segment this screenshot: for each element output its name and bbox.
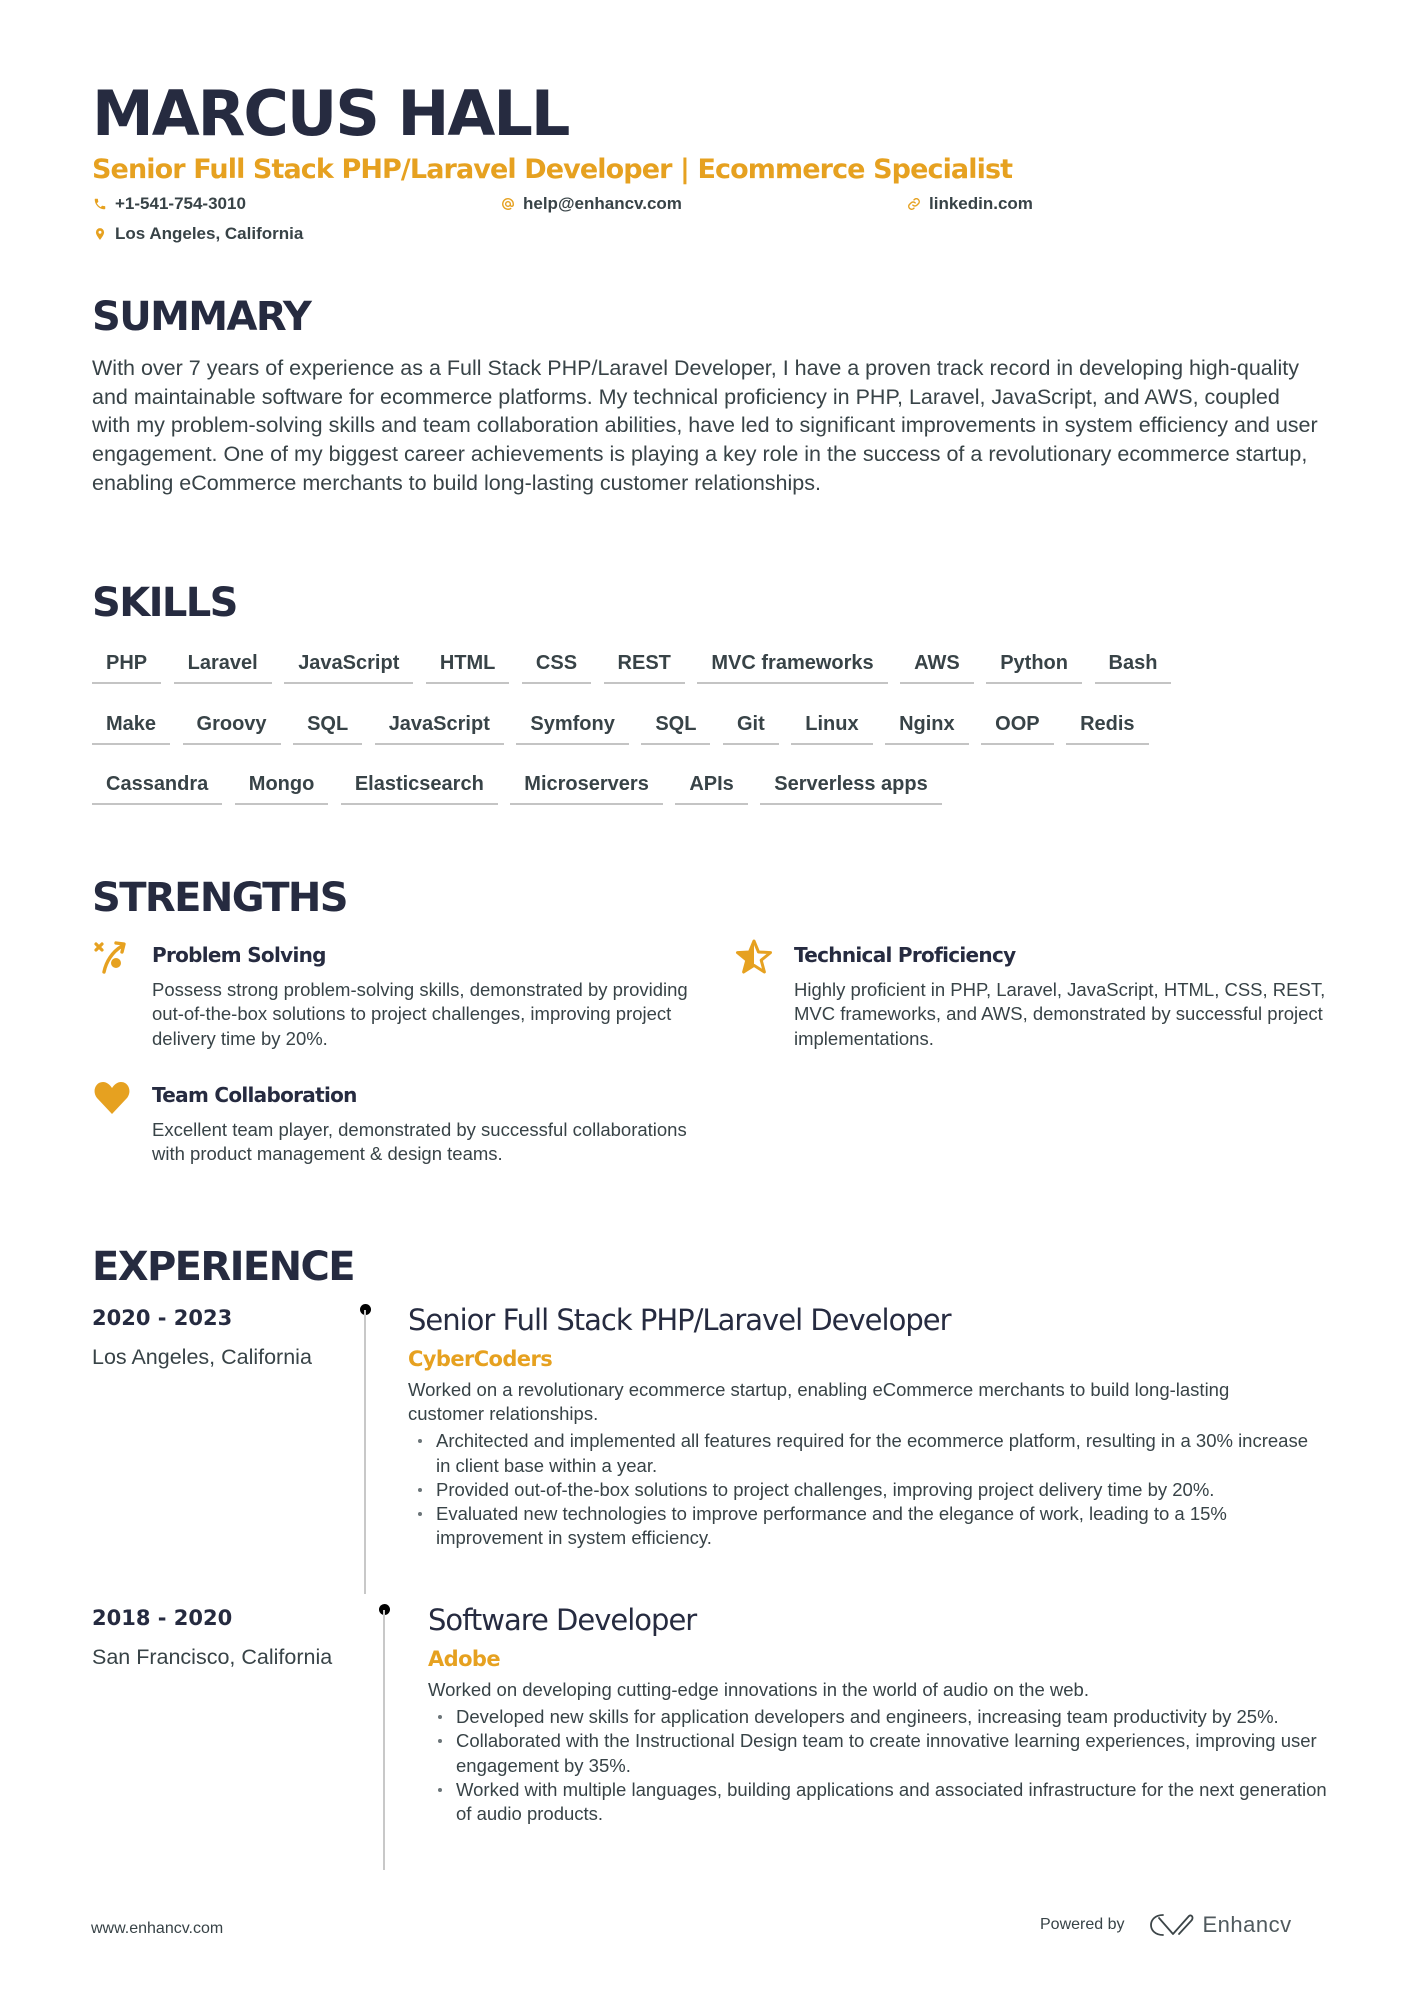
summary-text: With over 7 years of experience as a Full Stack PHP/Laravel Developer, I have a proven track record in developing high-quality and maintainable software for ecommerce platforms. My technical proficiency in PHP, Laravel, JavaScript, and AWS, coupled with my problem-solving skills and team collaboration abilities, have led to significant improvements in system efficiency and user engagement. One of my biggest career achievements is playing a key role in the success of a revolutionary ecommerce startup, enabling eCommerce merchants to build long-lasting customer relationships. <box>92 356 1318 495</box>
contact-phone[interactable] <box>92 194 246 214</box>
skill-tag: JavaScript <box>284 644 413 684</box>
strength-team-collaboration <box>92 1078 712 1188</box>
experience-body <box>428 1600 1328 1826</box>
linkedin-text: linkedin.com <box>929 194 1033 213</box>
skill-tag: APIs <box>675 765 747 805</box>
experience-location: San Francisco, California <box>92 1645 333 1669</box>
skill-tag: Cassandra <box>92 765 222 805</box>
skill-tag: Microservers <box>510 765 663 805</box>
strength-title: Technical Proficiency <box>794 943 1016 967</box>
strength-problem-solving <box>92 938 712 1048</box>
strength-description: Excellent team player, demonstrated by successful collaborations with product management & design teams. <box>152 1119 687 1165</box>
experience-description: Worked on developing cutting-edge innovations in the world of audio on the web. <box>428 1679 1089 1700</box>
skill-tag: MVC frameworks <box>697 644 887 684</box>
bullet-dot-icon <box>438 1739 442 1743</box>
experience-description: Worked on a revolutionary ecommerce startup, enabling eCommerce merchants to build long-lasting customer relationships. <box>408 1379 1230 1425</box>
powered-by-label: Powered by <box>1040 1916 1125 1933</box>
skill-tag: Redis <box>1066 705 1148 745</box>
strength-description: Highly proficient in PHP, Laravel, JavaScript, HTML, CSS, REST, MVC frameworks, and AWS, demonstrated by successful project implementations. <box>794 979 1326 1049</box>
phone-icon <box>92 196 108 212</box>
bullet-dot-icon <box>418 1488 422 1492</box>
skills-heading: SKILLS <box>92 580 237 626</box>
enhancv-logo-icon <box>1149 1912 1195 1938</box>
skill-tag: Groovy <box>183 705 281 745</box>
experience-company[interactable]: Adobe <box>428 1647 500 1671</box>
heart-icon <box>92 1078 132 1118</box>
skills-row-3 <box>92 765 1332 805</box>
experience-bullet: Architected and implemented all features required for the ecommerce platform, resulting in a 30% increase in client base within a year. <box>408 1429 1308 1477</box>
experience-bullet: Worked with multiple languages, building applications and associated infrastructure for the next generation of audio products. <box>428 1778 1328 1826</box>
experience-dates: 2020 - 2023 <box>92 1306 233 1330</box>
bullet-dot-icon <box>418 1512 422 1516</box>
skill-tag: HTML <box>426 644 510 684</box>
candidate-headline: Senior Full Stack PHP/Laravel Developer | Ecommerce Specialist <box>92 154 1013 185</box>
experience-body <box>408 1300 1308 1550</box>
skill-tag: JavaScript <box>375 705 504 745</box>
experience-location: Los Angeles, California <box>92 1345 312 1369</box>
at-icon <box>500 196 516 212</box>
skill-tag: Linux <box>791 705 872 745</box>
skill-tag: CSS <box>522 644 591 684</box>
experience-bullets <box>408 1429 1308 1550</box>
experience-bullet: Collaborated with the Instructional Design team to create innovative learning experiences, improving user engagement by 35%. <box>428 1729 1328 1777</box>
experience-bullet: Provided out-of-the-box solutions to project challenges, improving project delivery time by 20%. <box>408 1478 1308 1502</box>
skill-tag: Elasticsearch <box>341 765 498 805</box>
skill-tag: Symfony <box>516 705 628 745</box>
footer-powered-by[interactable] <box>1040 1912 1292 1938</box>
experience-role: Senior Full Stack PHP/Laravel Developer <box>408 1303 951 1337</box>
experience-dates: 2018 - 2020 <box>92 1606 233 1630</box>
experience-company[interactable]: CyberCoders <box>408 1347 553 1371</box>
experience-role: Software Developer <box>428 1603 697 1637</box>
contact-location <box>92 224 303 244</box>
skill-tag: Python <box>986 644 1082 684</box>
email-text: help@enhancv.com <box>523 194 682 213</box>
skill-tag: AWS <box>900 644 974 684</box>
experience-entry-2 <box>92 1603 1327 1884</box>
bullet-dot-icon <box>418 1439 422 1443</box>
strategy-arrow-icon <box>92 938 132 978</box>
strength-technical-proficiency <box>734 938 1354 1048</box>
enhancv-brand-text: Enhancv <box>1202 1912 1292 1937</box>
skill-tag: Serverless apps <box>760 765 941 805</box>
star-icon <box>734 938 774 978</box>
experience-bullet: Evaluated new technologies to improve performance and the elegance of work, leading to a 15% improvement in system efficiency. <box>408 1502 1308 1550</box>
skill-tag: OOP <box>981 705 1053 745</box>
experience-entry-1 <box>92 1304 1322 1604</box>
skill-tag: Mongo <box>235 765 329 805</box>
skill-tag: Make <box>92 705 170 745</box>
skills-list <box>92 644 1332 826</box>
skill-tag: Bash <box>1095 644 1172 684</box>
strength-title: Team Collaboration <box>152 1083 357 1107</box>
strength-description: Possess strong problem-solving skills, demonstrated by providing out-of-the-box solutions to project challenges, improving project delivery time by 20%. <box>152 979 688 1049</box>
candidate-name: MARCUS HALL <box>92 77 569 150</box>
bullet-dot-icon <box>438 1788 442 1792</box>
location-text: Los Angeles, California <box>115 224 304 243</box>
experience-heading: EXPERIENCE <box>92 1244 354 1290</box>
skills-row-1 <box>92 644 1332 684</box>
strengths-heading: STRENGTHS <box>92 875 347 921</box>
contact-email[interactable] <box>500 194 682 214</box>
skill-tag: Laravel <box>174 644 272 684</box>
location-pin-icon <box>92 226 108 242</box>
timeline-line <box>364 1310 366 1594</box>
strength-title: Problem Solving <box>152 943 326 967</box>
skill-tag: PHP <box>92 644 161 684</box>
skill-tag: SQL <box>293 705 362 745</box>
phone-text: +1-541-754-3010 <box>115 194 246 213</box>
experience-bullet: Developed new skills for application developers and engineers, increasing team productivity by 25%. <box>428 1705 1328 1729</box>
skill-tag: SQL <box>641 705 710 745</box>
skill-tag: REST <box>604 644 685 684</box>
summary-heading: SUMMARY <box>92 294 311 340</box>
skill-tag: Nginx <box>885 705 969 745</box>
skills-row-2 <box>92 705 1332 745</box>
link-icon <box>906 196 922 212</box>
experience-bullets <box>428 1705 1328 1826</box>
timeline-line <box>383 1610 385 1870</box>
footer-website-link[interactable]: www.enhancv.com <box>91 1920 224 1937</box>
skill-tag: Git <box>723 705 779 745</box>
contact-linkedin[interactable] <box>906 194 1033 214</box>
bullet-dot-icon <box>438 1715 442 1719</box>
